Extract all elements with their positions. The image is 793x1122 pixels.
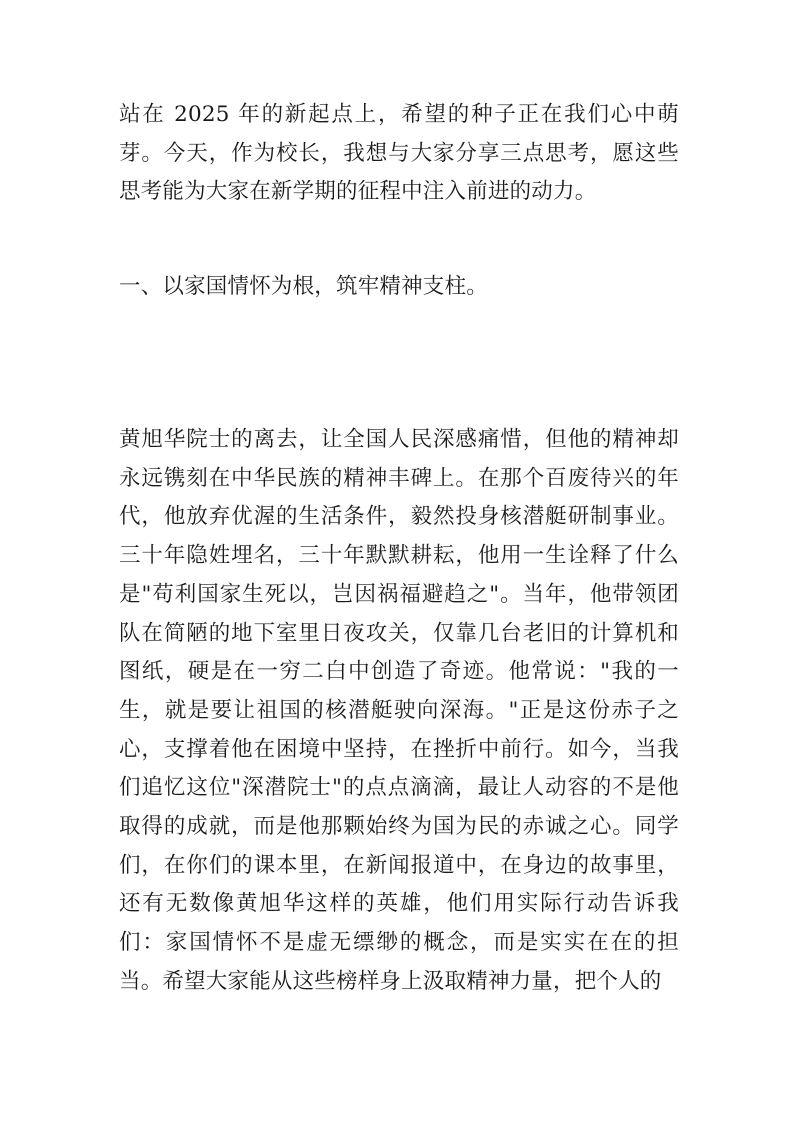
intro-paragraph: 站在 2025 年的新起点上，希望的种子正在我们心中萌芽。今天，作为校长，我想与大家分享三点思考，愿这些思考能为大家在新学期的征程中注入前进的动力。 xyxy=(119,102,679,205)
section-heading: 一、以家国情怀为根，筑牢精神支柱。 xyxy=(119,274,488,299)
body-paragraph: 黄旭华院士的离去，让全国人民深感痛惜，但他的精神却永远镌刻在中华民族的精神丰碑上。在那个百废待兴的年代，他放弃优渥的生活条件，毅然投身核潜艇研制事业。三十年隐姓埋名，三十年默默耕耘，他用一生诠释了什么是"苟利国家生死以，岂因祸福避趋之"。当年，他带领团队在简陋的地下室里日夜攻关，仅靠几台老旧的计算机和图纸，硬是在一穷二白中创造了奇迹。他常说："我的一生，就是要让祖国的核潜艇驶向深海。"正是这份赤子之心，支撑着他在困境中坚持，在挫折中前行。如今，当我们追忆这位"深潜院士"的点点滴滴，最让人动容的不是他取得的成就，而是他那颗始终为国为民的赤诚之心。同学们，在你们的课本里，在新闻报道中，在身边的故事里，还有无数像黄旭华这样的英雄，他们用实际行动告诉我们：家国情怀不是虚无缥缈的概念，而是实实在在的担当。希望大家能从这些榜样身上汲取精神力量，把个人的 xyxy=(119,427,679,994)
